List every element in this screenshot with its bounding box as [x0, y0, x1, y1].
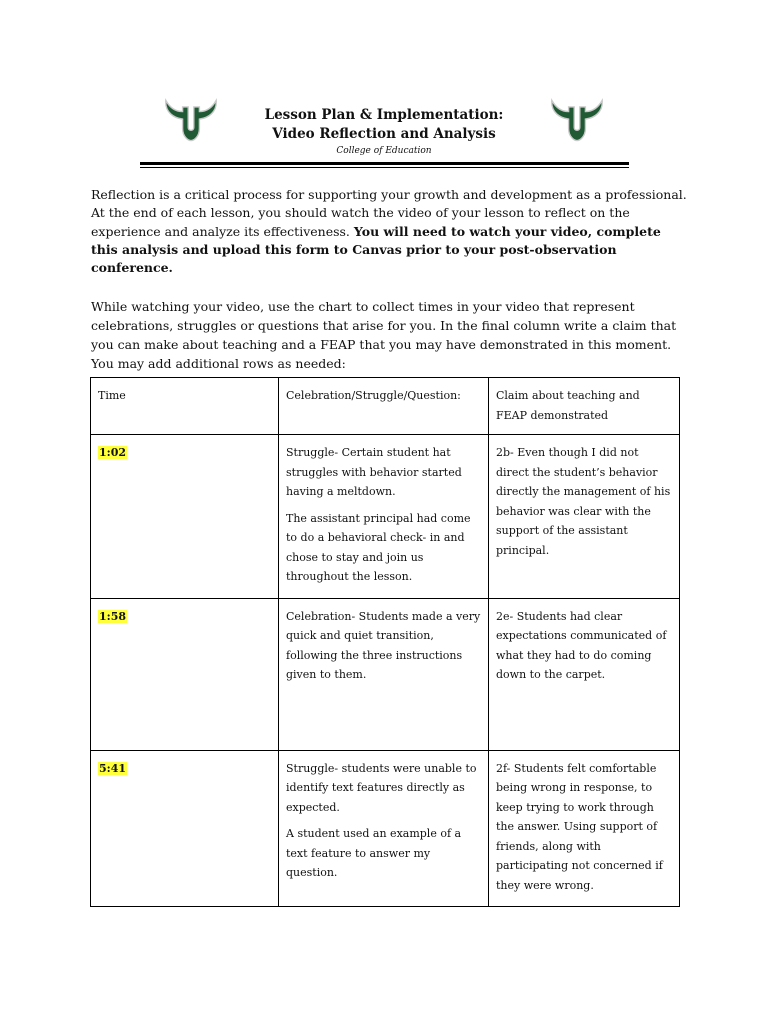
event-cell[interactable] [279, 750, 489, 907]
event-cell[interactable] [279, 598, 489, 750]
intro-paragraph [91, 186, 691, 277]
header-claim: Claim about teaching and FEAP demonstrated [489, 378, 680, 435]
intro-emphasis: You will need to watch your video, complete this analysis and upload this form to Canvas prior to your post-observation conference. [91, 223, 661, 276]
title-line-1: Lesson Plan & Implementation: [264, 107, 504, 123]
intro-text: Reflection is a critical process for supporting your growth and development as a professional. At the end of each lesson, you should watch the video of your lesson to reflect on the experience and analyze its effectiveness. [91, 187, 687, 239]
timestamp-highlight: 1:02 [99, 446, 127, 459]
table-row [91, 435, 680, 599]
document-header [0, 0, 768, 170]
table-row [91, 750, 680, 907]
reflection-table [90, 377, 680, 907]
claim-cell[interactable] [489, 750, 680, 907]
timestamp-highlight: 1:58 [99, 609, 127, 623]
claim-text: 2b- Even though I did not direct the student’s behavior directly the management of his behavior was clear with the support of the assistant principal. [496, 446, 671, 557]
subtitle: College of Education [336, 146, 432, 156]
header-event: Celebration/Struggle/Question: [279, 378, 489, 435]
event-text: Celebration- Students made a very quick and quiet transition, following the three instructions given to them. [286, 609, 481, 681]
event-text: The assistant principal had come to do a behavioral check- in and chose to stay and join us throughout the lesson. [286, 511, 471, 583]
event-text: Struggle- Certain student hat struggles with behavior started having a meltdown. [286, 446, 462, 498]
instructions-paragraph: While watching your video, use the chart to collect times in your video that represent celebrations, struggles or questions that arise for you. In the final column write a claim that you can make about teaching and a FEAP that you may have demonstrated in this moment. You may add additional rows as needed: [91, 299, 677, 371]
event-text: Struggle- students were unable to identify text features directly as expected. [286, 761, 477, 814]
header-divider-thick [140, 162, 629, 165]
claim-cell[interactable] [489, 598, 680, 750]
document-title [234, 106, 534, 158]
title-line-2: Video Reflection and Analysis [272, 126, 496, 142]
timestamp-highlight: 5:41 [99, 761, 127, 775]
table-row [91, 598, 680, 750]
event-cell[interactable] [279, 435, 489, 599]
header-divider-thin [140, 167, 629, 168]
usf-bull-logo-icon [549, 96, 605, 144]
time-cell[interactable] [91, 750, 279, 907]
time-cell[interactable] [91, 598, 279, 750]
claim-text: 2e- Students had clear expectations communicated of what they had to do coming down to the carpet. [496, 609, 667, 681]
header-time: Time [91, 378, 279, 435]
usf-bull-logo-icon [163, 96, 219, 144]
time-cell[interactable] [91, 435, 279, 599]
event-text: A student used an example of a text feature to answer my question. [286, 827, 462, 879]
claim-text: 2f- Students felt comfortable being wrong in response, to keep trying to work through the answer. Using support of friends, along with participating not concerned if they were wrong. [496, 761, 663, 892]
claim-cell[interactable] [489, 435, 680, 599]
table-header-row [91, 378, 680, 435]
